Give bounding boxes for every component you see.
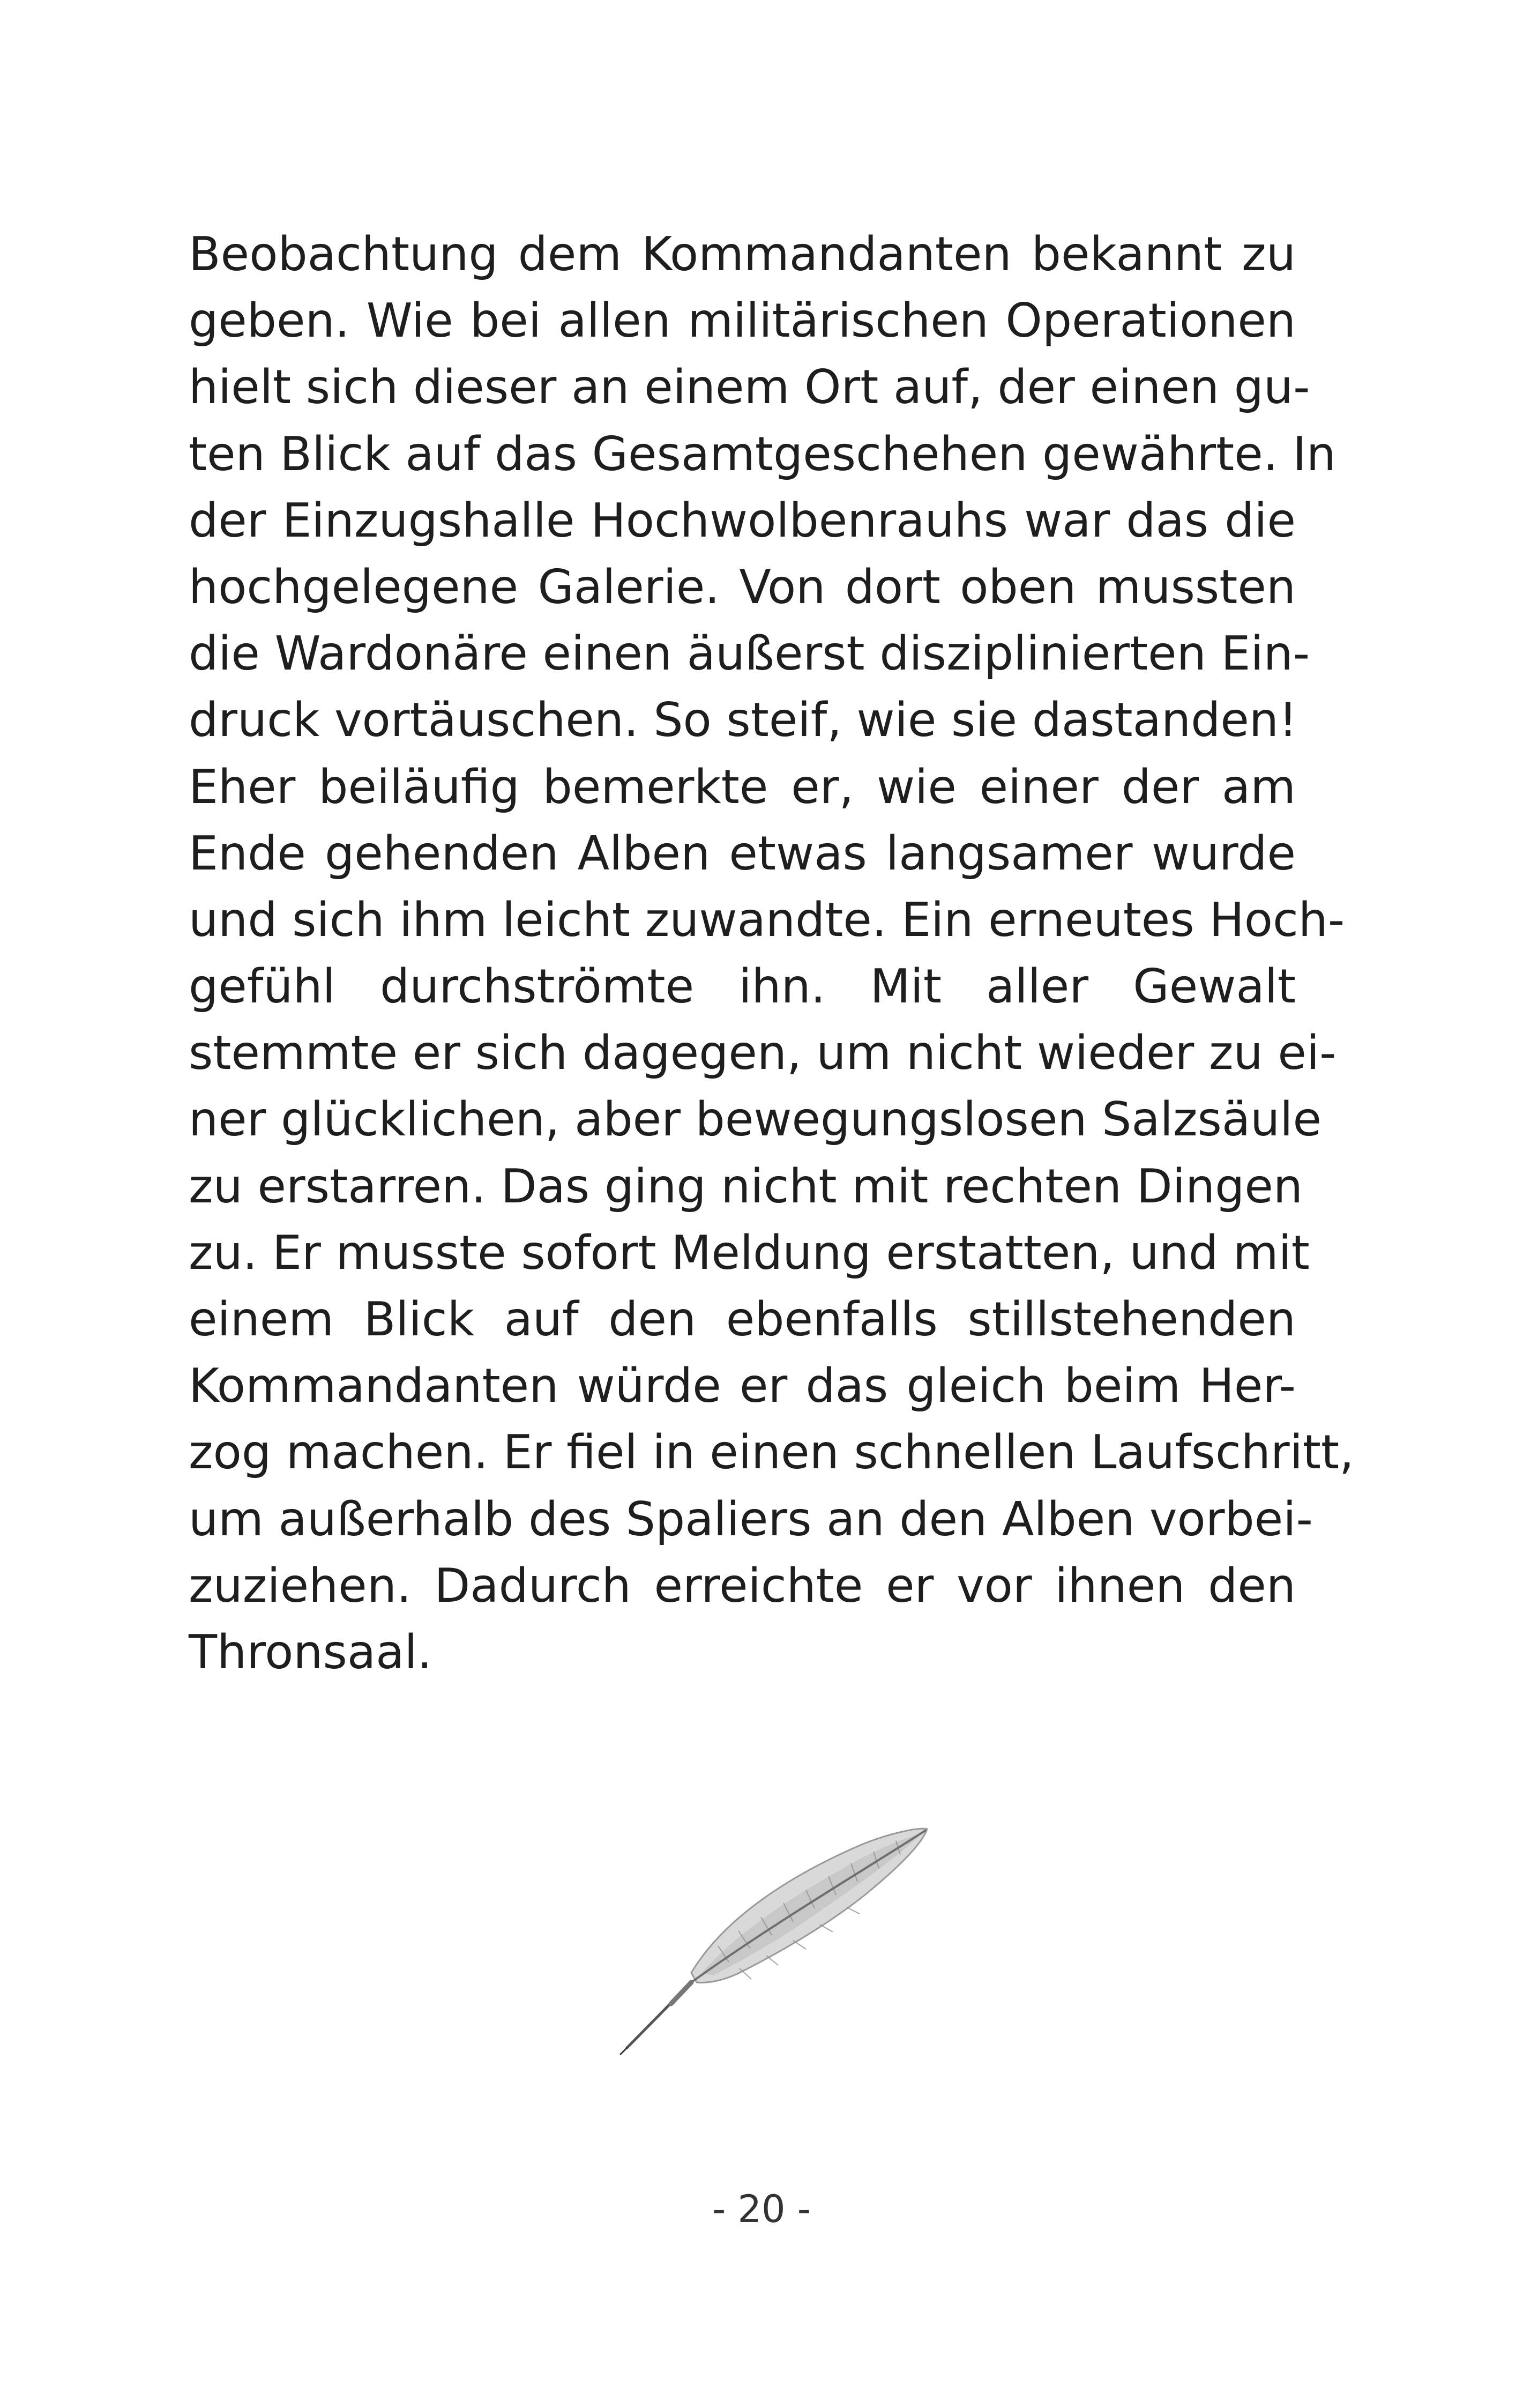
text-line: druck vortäuschen. So steif, wie sie dastanden!: [189, 693, 1297, 748]
text-line: geben. Wie bei allen militärischen Operationen: [189, 293, 1296, 348]
text-line: der Einzugshalle Hochwolbenrauhs war das die: [189, 493, 1296, 548]
text-line: zu. Er musste sofort Meldung erstatten, und mit: [189, 1225, 1310, 1280]
text-line: einem Blick auf den ebenfalls stillstehenden: [189, 1292, 1296, 1347]
text-line: ten Blick auf das Gesamtgeschehen gewährte. In: [189, 426, 1336, 481]
text-line: und sich ihm leicht zuwandte. Ein erneutes Hoch-: [189, 892, 1345, 947]
feather-quill-icon: [611, 1812, 943, 2069]
text-line: hochgelegene Galerie. Von dort oben mussten: [189, 559, 1296, 614]
body-paragraph: [189, 221, 1354, 1685]
text-line: zu erstarren. Das ging nicht mit rechten Dingen: [189, 1158, 1303, 1214]
text-line: Ende gehenden Alben etwas langsamer wurde: [189, 826, 1296, 881]
text-line: stemmte er sich dagegen, um nicht wieder zu ei-: [189, 1025, 1337, 1081]
text-line: ner glücklichen, aber bewegungslosen Salzsäule: [189, 1092, 1322, 1147]
text-line: zuziehen. Dadurch erreichte er vor ihnen den: [189, 1558, 1296, 1613]
text-line: Beobachtung dem Kommandanten bekannt zu: [189, 227, 1296, 281]
text-line: Kommandanten würde er das gleich beim Her-: [189, 1358, 1296, 1414]
text-line: gefühl durchströmte ihn. Mit aller Gewalt: [189, 959, 1296, 1014]
text-line: Thronsaal.: [189, 1624, 432, 1679]
page-number: - 20 -: [712, 2187, 811, 2231]
text-line: um außerhalb des Spaliers an den Alben vorbei-: [189, 1491, 1313, 1547]
text-line: zog machen. Er fiel in einen schnellen Laufschritt,: [189, 1425, 1354, 1480]
text-line: Eher beiläufig bemerkte er, wie einer der am: [189, 759, 1296, 814]
text-line: die Wardonäre einen äußerst disziplinierten Ein-: [189, 626, 1310, 681]
text-line: hielt sich dieser an einem Ort auf, der einen gu-: [189, 360, 1310, 415]
